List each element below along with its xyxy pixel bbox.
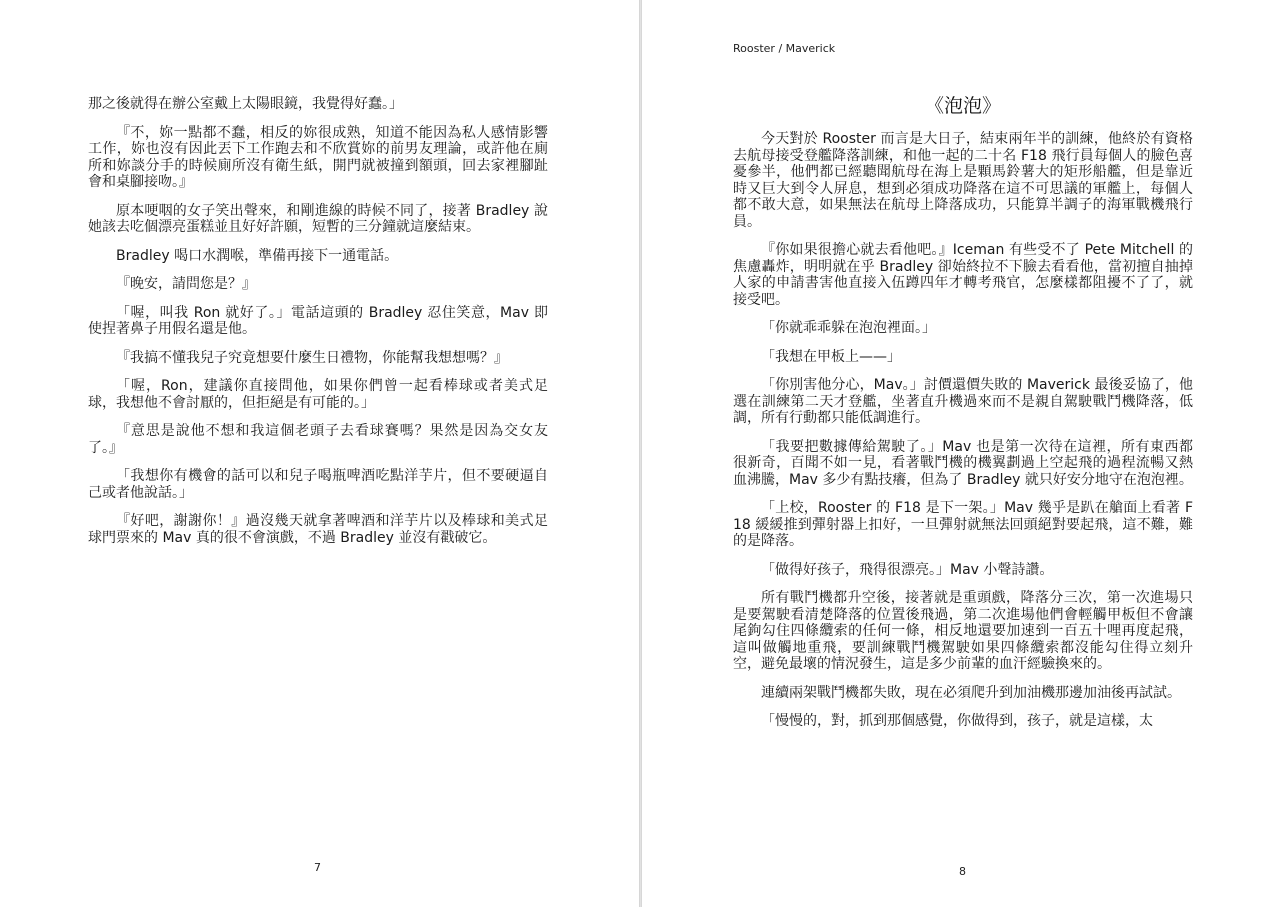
paragraph: 所有戰鬥機都升空後，接著就是重頭戲，降落分三次，第一次進場只是要駕駛看清楚降落的位置後飛過，第二次進場他們會輕觸甲板但不會讓尾鉤勾住四條纜索的任何一條，相反地還要加速到一百五十哩再度起飛，這叫做觸地重飛，要訓練戰鬥機駕駛如果四條纜索都沒能勾住得立刻升空，避免最壞的情況發生，這是多少前輩的血汗經驗換來的。 [733, 590, 1193, 672]
left-page-body [88, 96, 548, 558]
paragraph: 「你別害他分心，Mav。」討價還價失敗的 Maverick 最後妥協了，他選在訓練第二天才登艦，坐著直升機過來而不是親自駕駛戰鬥機降落，低調，所有行動都只能低調進行。 [733, 377, 1193, 426]
paragraph: 今天對於 Rooster 而言是大日子，結束兩年半的訓練，他終於有資格去航母接受登艦降落訓練，和他一起的二十名 F18 飛行員每個人的臉色喜憂參半，他們都已經聽聞航母在海上是顆馬鈴薯大的矩形船艦，但是靠近時又巨大到令人屏息，想到必須成功降落在這不可思議的軍艦上，每個人都不敢大意，如果無法在航母上降落成功，只能算半調子的海軍戰機飛行員。 [733, 131, 1193, 230]
paragraph: 『我搞不懂我兒子究竟想要什麼生日禮物，你能幫我想想嗎？』 [116, 349, 508, 366]
paragraph: 「喔，叫我 Ron 就好了。」電話這頭的 Bradley 忍住笑意，Mav 即使捏著鼻子用假名還是他。 [88, 304, 548, 337]
left-page [0, 0, 639, 907]
paragraph: 「慢慢的，對，抓到那個感覺，你做得到，孩子，就是這樣，太 [761, 713, 1153, 729]
paragraph: 那之後就得在辦公室戴上太陽眼鏡，我覺得好蠢。」 [88, 96, 403, 112]
paragraph: 『晚安，請問您是？』 [116, 276, 256, 292]
paragraph: 『不，妳一點都不蠢，相反的妳很成熟，知道不能因為私人感情影響工作，妳也沒有因此丟下工作跑去和不欣賞妳的前男友理論，或許他在廁所和妳談分手的時候廁所沒有衛生紙，開門就被撞到額頭，回去家裡腳趾會和桌腳接吻。』 [88, 124, 548, 190]
paragraph: 「上校，Rooster 的 F18 是下一架。」Mav 幾乎是趴在艙面上看著 F18 緩緩推到彈射器上扣好，一旦彈射就無法回頭絕對要起飛，這不難，難的是降落。 [733, 500, 1193, 549]
paragraph: 「我要把數據傳給駕駛了。」Mav 也是第一次待在這裡，所有東西都很新奇，百聞不如一見，看著戰鬥機的機翼劃過上空起飛的過程流暢又熱血沸騰，Mav 多少有點技癢，但為了 Bradley 就只好安分地守在泡泡裡。 [733, 438, 1193, 488]
paragraph: 「我想在甲板上——」 [761, 348, 901, 365]
right-page [642, 0, 1281, 907]
paragraph: Bradley 喝口水潤喉，準備再接下一通電話。 [116, 247, 399, 264]
paragraph: 「喔，Ron，建議你直接問他，如果你們曾一起看棒球或者美式足球，我想他不會討厭的，但拒絕是有可能的。」 [88, 378, 548, 411]
right-page-body [733, 131, 1193, 742]
paragraph: 連續兩架戰鬥機都失敗，現在必須爬升到加油機那邊加油後再試試。 [761, 684, 1181, 701]
running-head: Rooster / Maverick [733, 42, 836, 55]
paragraph: 『你如果很擔心就去看他吧。』Iceman 有些受不了 Pete Mitchell 的焦慮轟炸，明明就在乎 Bradley 卻始終拉不下臉去看看他，當初擅自抽掉人家的申請書害他直接入伍蹲四年才轉考飛官，怎麼樣都阻擾不了了，就接受吧。 [733, 242, 1193, 308]
page-number: 8 [959, 865, 966, 878]
paragraph: 「做得好孩子，飛得很漂亮。」Mav 小聲詩讚。 [761, 561, 1054, 578]
paragraph: 『好吧，謝謝你！』過沒幾天就拿著啤酒和洋芋片以及棒球和美式足球門票來的 Mav 真的很不會演戲，不過 Bradley 並沒有戳破它。 [88, 513, 548, 546]
page-number: 7 [314, 861, 321, 874]
paragraph: 「你就乖乖躲在泡泡裡面。」 [761, 320, 936, 336]
paragraph: 原本哽咽的女子笑出聲來，和剛進線的時候不同了，接著 Bradley 說她該去吃個漂亮蛋糕並且好好許願，短暫的三分鐘就這麼結束。 [88, 202, 548, 235]
paragraph: 『意思是說他不想和我這個老頭子去看球賽嗎？果然是因為交女友了。』 [88, 423, 548, 456]
chapter-title: 《泡泡》 [924, 95, 1001, 117]
paragraph: 「我想你有機會的話可以和兒子喝瓶啤酒吃點洋芋片，但不要硬逼自己或者他說話。」 [88, 468, 548, 501]
